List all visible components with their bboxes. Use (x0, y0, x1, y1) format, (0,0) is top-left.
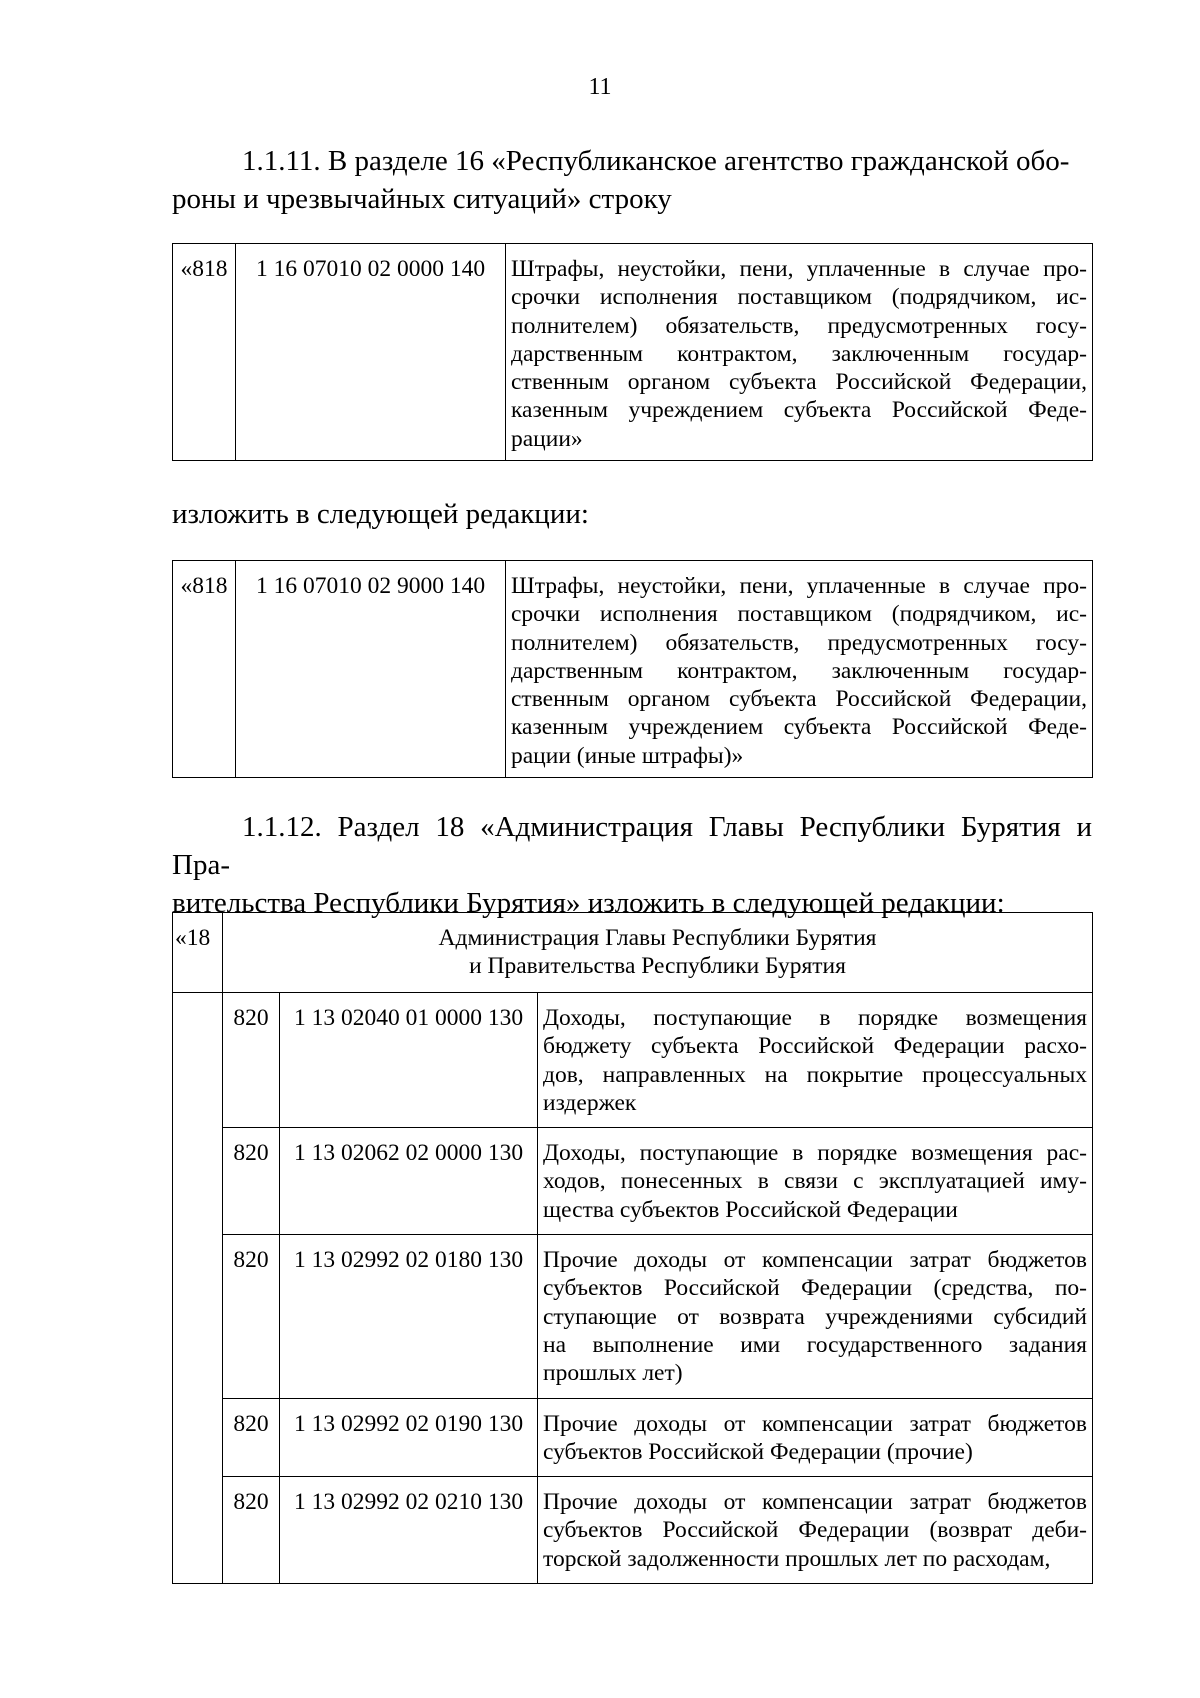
description-line: срочки исполнения поставщиком (подрядчиком, ис- (511, 601, 1087, 628)
description-line: Штрафы, неустойки, пени, уплаченные в случае про- (511, 256, 1087, 282)
table-row (173, 993, 1093, 1128)
old-row-table (172, 243, 1093, 461)
table-row (173, 1235, 1093, 1398)
description-line: казенным учреждением субъекта Российской Феде- (511, 714, 1087, 741)
table-row (173, 1128, 1093, 1235)
description-line: ходов, понесенных в связи с эксплуатацией иму- (543, 1168, 1087, 1195)
description-line: субъектов Российской Федерации (прочие) (543, 1438, 973, 1465)
description-line: дов, направленных на покрытие процессуальных (543, 1061, 1087, 1088)
description-line: ственным органом субъекта Российской Федерации, (511, 686, 1087, 713)
admin-code-cell: 820 (223, 1128, 280, 1235)
paragraph-1-1-11 (172, 142, 1092, 218)
table-row (173, 1477, 1093, 1584)
description-line: Доходы, поступающие в порядке возмещения (543, 1005, 1087, 1031)
kbk-code-cell: 1 16 07010 02 9000 140 (236, 561, 506, 778)
description-line: ственным органом субъекта Российской Федерации, (511, 369, 1087, 396)
description-line: бюджету субъекта Российской Федерации расхо- (543, 1033, 1087, 1060)
paragraph-1-1-12 (172, 808, 1092, 922)
description-line: рации» (511, 425, 583, 452)
description-line: на выполнение ими государственного задания (543, 1331, 1087, 1358)
description-line: срочки исполнения поставщиком (подрядчиком, ис- (511, 284, 1087, 311)
empty-section-cell (173, 993, 223, 1584)
description-line: Доходы, поступающие в порядке возмещения рас- (543, 1140, 1087, 1167)
section-18-table (172, 912, 1093, 1584)
kbk-code-cell: 1 13 02040 01 0000 130 (280, 993, 538, 1128)
admin-code-cell: «818 (173, 561, 236, 778)
kbk-code-cell: 1 13 02062 02 0000 130 (280, 1128, 538, 1235)
description-line: дарственным контрактом, заключенным государ- (511, 340, 1087, 367)
kbk-code-cell: 1 13 02992 02 0190 130 (280, 1398, 538, 1477)
description-line: субъектов Российской Федерации (возврат деби- (543, 1517, 1087, 1544)
description-line: торской задолженности прошлых лет по расходам, (543, 1545, 1051, 1572)
description-line: Штрафы, неустойки, пени, уплаченные в случае про- (511, 573, 1087, 599)
description-line: Прочие доходы от компенсации затрат бюджетов (543, 1489, 1087, 1516)
admin-code-cell: «818 (173, 244, 236, 461)
table-row (173, 561, 1093, 778)
description-line: дарственным контрактом, заключенным государ- (511, 657, 1087, 684)
description-line: щества субъектов Российской Федерации (543, 1196, 958, 1223)
section-title-line: и Правительства Республики Бурятия (469, 953, 846, 980)
description-line: субъектов Российской Федерации (средства, по- (543, 1275, 1087, 1302)
description-cell (538, 993, 1093, 1128)
admin-code-cell: 820 (223, 1235, 280, 1398)
section-header-row (173, 913, 1093, 993)
new-row-table (172, 560, 1093, 778)
section-title-cell (223, 913, 1093, 993)
admin-code-cell: 820 (223, 1477, 280, 1584)
description-line: Прочие доходы от компенсации затрат бюджетов (543, 1247, 1087, 1274)
description-line: прошлых лет) (543, 1360, 683, 1387)
description-cell (538, 1128, 1093, 1235)
paragraph-line: 1.1.12. Раздел 18 «Администрация Главы Республики Бурятия и Пра- (172, 811, 1092, 881)
description-cell (506, 244, 1093, 461)
section-number-cell: «18 (173, 913, 223, 993)
description-line: полнителем) обязательств, предусмотренных госу- (511, 312, 1087, 339)
description-cell (538, 1398, 1093, 1477)
description-cell (506, 561, 1093, 778)
section-title-line: Администрация Главы Республики Бурятия (438, 925, 877, 951)
description-line: Прочие доходы от компенсации затрат бюджетов (543, 1410, 1087, 1437)
description-line: издержек (543, 1089, 637, 1116)
table-row (173, 244, 1093, 461)
table-row (173, 1398, 1093, 1477)
description-line: ступающие от возврата учреждениями субсидий (543, 1303, 1087, 1330)
description-cell (538, 1477, 1093, 1584)
description-cell (538, 1235, 1093, 1398)
kbk-code-cell: 1 13 02992 02 0180 130 (280, 1235, 538, 1398)
page-number: 11 (588, 74, 612, 100)
paragraph-line: 1.1.11. В разделе 16 «Республиканское агентство гражданской обо- (242, 145, 1070, 177)
paragraph-replace-intro: изложить в следующей редакции: (172, 498, 589, 530)
description-line: рации (иные штрафы)» (511, 742, 744, 769)
admin-code-cell: 820 (223, 993, 280, 1128)
description-line: казенным учреждением субъекта Российской Феде- (511, 397, 1087, 424)
description-line: полнителем) обязательств, предусмотренных госу- (511, 629, 1087, 656)
admin-code-cell: 820 (223, 1398, 280, 1477)
paragraph-line: роны и чрезвычайных ситуаций» строку (172, 183, 672, 215)
kbk-code-cell: 1 13 02992 02 0210 130 (280, 1477, 538, 1584)
kbk-code-cell: 1 16 07010 02 0000 140 (236, 244, 506, 461)
paragraph-line: вительства Республики Бурятия» изложить в следующей редакции: (172, 887, 1005, 919)
